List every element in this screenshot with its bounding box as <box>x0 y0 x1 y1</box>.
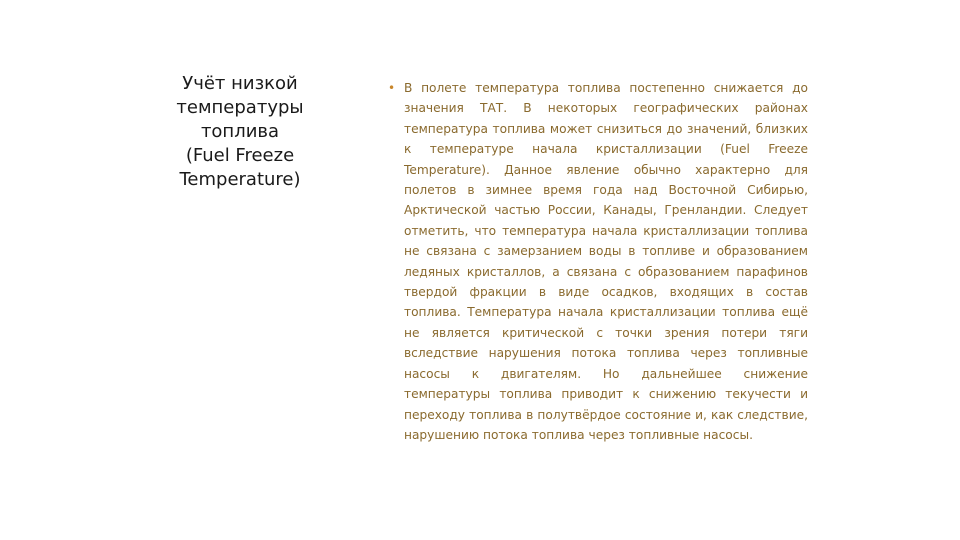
slide-title <box>150 72 330 192</box>
body-paragraph: В полете температура топлива постепенно снижается до значения ТАТ. В некоторых географических районах температура топлива может снизиться до значений, близких к температуре начала кристаллизации (Fuel Freeze Temperature). Данное явление обычно характерно для полетов в зимнее время года над Восточной Сибирью, Арктической частью России, Канады, Гренландии. Следует отметить, что температура начала кристаллизации топлива не связана с замерзанием воды в топливе и образованием ледяных кристаллов, а связана с образованием парафинов твердой фракции в виде осадков, входящих в состав топлива. Температура начала кристаллизации топлива ещё не является критической с точки зрения потери тяги вследствие нарушения потока топлива через топливные насосы к двигателям. Но дальнейшее снижение температуры топлива приводит к снижению текучести и переходу топлива в полутвёрдое состояние и, как следствие, нарушению потока топлива через топливные насосы. <box>404 81 808 442</box>
title-line: Учёт низкой <box>182 73 298 94</box>
title-line: топлива <box>200 121 280 142</box>
body-bullet-item <box>388 78 808 445</box>
bullet-icon: • <box>388 81 396 95</box>
title-line: температуры <box>176 97 304 118</box>
title-line: (Fuel Freeze <box>185 145 295 166</box>
title-line: Temperature) <box>179 169 301 190</box>
body-bullet-list <box>388 78 808 445</box>
